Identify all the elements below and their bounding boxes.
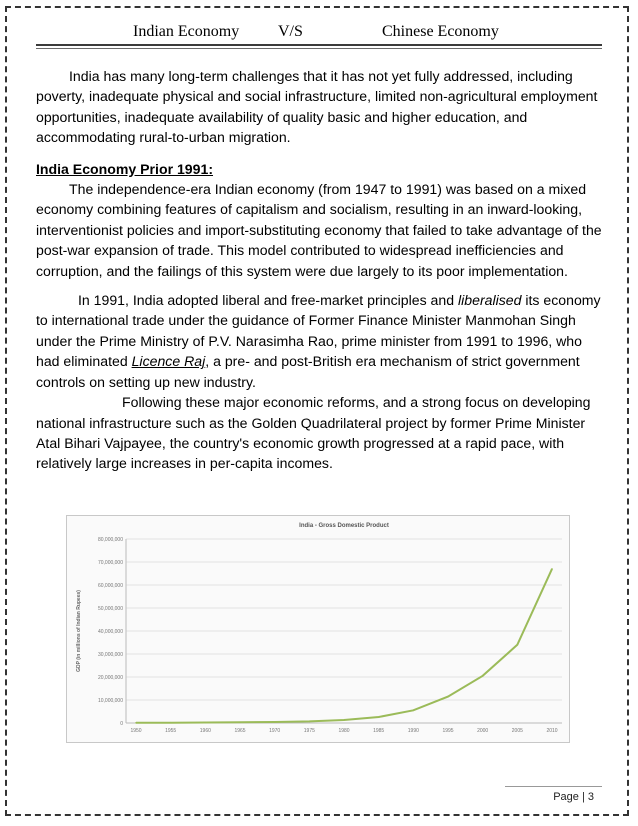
chart-frame [67,516,570,743]
x-tick-label: 1960 [199,728,211,734]
data-point [551,568,553,570]
data-point [482,675,484,677]
licence-raj-link[interactable]: Licence Raj [131,353,206,370]
y-tick-label: 70,000,000 [97,560,123,566]
data-point [343,719,345,721]
y-tick-label: 40,000,000 [97,629,123,635]
section-heading: India Economy Prior 1991: [36,160,214,177]
x-tick-label: 1955 [165,728,177,734]
x-tick-label: 1995 [442,728,454,734]
y-tick-label: 50,000,000 [97,606,123,612]
growth-paragraph: Following these major economic reforms, and a strong focus on developing national infrastructure such as the Golden Quadrilateral project by former Prime Minister Atal Bihari Vajpayee, the country's economic growth progressed at a rapid pace, with relatively large increases in per-capita incomes. [36,394,591,472]
header-left: Indian Economy [133,23,240,40]
y-tick-label: 60,000,000 [97,583,123,589]
reforms-text-2: its economy to international trade under the guidance of Former Finance Minister Manmohan Singh under the Prime Ministry of P.V. Narasimha Rao, prime minister from 1991 to 1996, who had eliminated [36,292,601,370]
footer-rule [505,786,602,787]
data-point [170,722,172,724]
page-number: Page | 3 [553,791,594,803]
header-middle: V/S [278,23,303,40]
x-tick-label: 1975 [303,728,315,734]
y-tick-label: 80,000,000 [97,537,123,543]
header-right: Chinese Economy [382,23,499,40]
data-point [274,721,276,723]
x-tick-label: 1965 [234,728,246,734]
x-tick-label: 1990 [407,728,419,734]
y-tick-label: 30,000,000 [97,652,123,658]
document-body [36,66,602,474]
x-tick-label: 2005 [511,728,523,734]
data-point [447,696,449,698]
x-tick-label: 1970 [269,728,281,734]
prior-1991-paragraph: The independence-era Indian economy (from 1947 to 1991) was based on a mixed economy combining features of capitalism and socialism, resulting in an inward-looking, interventionist policies and import-substituting economy that failed to take advantage of the post-war expansion of trade. This model contributed to widespread inefficiencies and corruption, and the failings of this system were due largely to its poor implementation. [36,181,602,279]
reforms-text-3: , a pre- and post-British era mechanism of strict government controls on setting up new industry. [36,353,580,390]
running-header [0,18,638,44]
data-point [413,710,415,712]
data-point [135,722,137,724]
x-tick-label: 1980 [338,728,350,734]
x-tick-label: 1950 [130,728,142,734]
data-point [517,644,519,646]
gdp-chart [66,515,570,743]
y-tick-label: 20,000,000 [97,675,123,681]
y-tick-label: 10,000,000 [97,698,123,704]
x-tick-label: 1985 [373,728,385,734]
header-rule [36,44,602,46]
y-tick-label: 0 [120,721,123,727]
header-rule-thin [36,48,602,49]
gdp-chart-svg [66,515,570,743]
data-point [205,722,207,724]
data-point [378,716,380,718]
data-point [239,722,241,724]
intro-paragraph: India has many long-term challenges that it has not yet fully addressed, including poverty, inadequate physical and social infrastructure, limited non-agricultural employment opportunities, inadequate availability of quality basic and higher education, and accommodating rural-to-urban migration. [36,68,598,146]
liberalised-term: liberalised [458,292,522,309]
data-point [309,721,311,723]
x-tick-label: 2000 [477,728,489,734]
chart-title: India - Gross Domestic Product [299,523,389,529]
x-tick-label: 2010 [546,728,558,734]
reforms-text-1: In 1991, India adopted liberal and free-market principles and [78,292,458,309]
reforms-paragraph [36,290,602,392]
y-axis-label: GDP (in millions of Indian Rupees) [76,590,82,672]
